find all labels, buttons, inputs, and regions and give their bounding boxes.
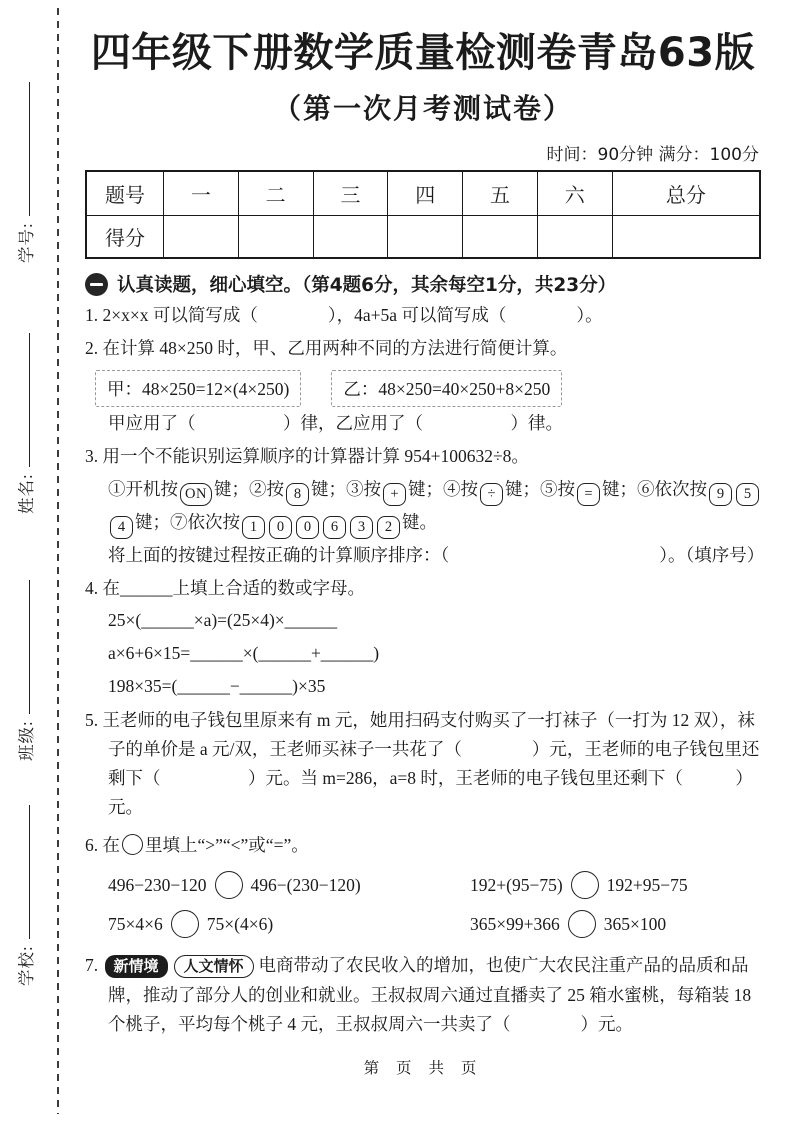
calc-key-0: 0 [269,516,292,539]
step-text: 键；③按 [310,479,381,499]
score-cell-empty [388,216,463,259]
question-4-formula-2: a×6+6×15=______×(______+______) [108,643,380,663]
step-text: 键。 [402,512,437,532]
question-5 [85,706,761,822]
question-3-order-line: 将上面的按键过程按正确的计算顺序排序：（ ）。（填序号） [108,545,765,565]
question-text: 在______上填上合适的数或字母。 [102,578,365,598]
step-text: 键；⑤按 [504,479,575,499]
sidebar-field-label: 班级: [17,720,36,761]
question-3 [85,442,761,471]
question-number: 4. [85,578,99,598]
question-4-formula-1: 25×(______×a)=(25×4)×______ [108,610,338,630]
badge-humanistic-care: 人文情怀 [174,955,254,978]
score-cell-empty [463,216,538,259]
section-one-header [85,271,761,297]
question-1 [85,301,761,330]
sidebar-field-student-id [13,82,37,263]
question-2 [85,334,761,363]
score-table-header-cell: 六 [537,171,612,216]
question-3-key-steps [85,473,761,539]
score-table-header-cell: 题号 [86,171,164,216]
sidebar-field-label: 姓名: [17,473,36,514]
question-text: 里填上“>”“<”或“=”。 [145,835,309,855]
question-number: 3. [85,446,99,466]
step-text: 键；②按 [213,479,284,499]
score-cell-empty [238,216,313,259]
student-info-sidebar [0,0,85,1122]
comparison-item [470,910,761,938]
question-4 [85,574,761,603]
question-number: 6. [85,835,99,855]
score-row-label: 得分 [86,216,164,259]
comparison-circle [568,910,596,938]
score-cell-empty [612,216,760,259]
question-number: 7. [85,955,99,975]
score-table-header-row [86,171,760,216]
calc-key-on: ON [180,483,212,506]
question-2-methods [95,370,761,407]
sidebar-blank-line [27,580,30,714]
section-one-icon [85,273,108,296]
calc-key-0: 0 [296,516,319,539]
comparison-circle-small [122,834,143,855]
score-table-header-cell: 一 [164,171,239,216]
question-4-formula-3: 198×35=(______−______)×35 [108,676,326,696]
sidebar-blank-line [27,82,30,216]
question-number: 2. [85,338,99,358]
expression-right: 365×100 [603,914,667,934]
sidebar-field-label: 学校: [17,945,36,986]
method-box-jia: 甲：48×250=12×(4×250) [95,370,301,407]
page-footer: 第 页 共 页 [363,1059,483,1077]
score-table-header-cell: 总分 [612,171,760,216]
page-subtitle: （第一次月考测试卷） [272,92,573,125]
step-text: 键；④按 [407,479,478,499]
question-text: 用一个不能识别运算顺序的计算器计算 954+100632÷8。 [102,446,529,466]
expression-left: 496−230−120 [108,875,207,895]
score-table [85,170,761,259]
question-text: 2×x×x 可以简写成（ ），4a+5a 可以简写成（ ）。 [102,305,603,325]
calc-key-equals: = [577,483,600,506]
question-7 [85,951,761,1039]
step-text: 键；⑦依次按 [135,512,240,532]
question-text: 在 [102,835,120,855]
calc-key-5: 5 [736,483,759,506]
score-cell-empty [537,216,612,259]
question-text: 电商带动了农民收入的增加，也使广大农民注重产品的品质和品牌，推动了部分人的创业和就业。王叔叔周六通过直播卖了 25 箱水蜜桃，每箱装 18 个桃子，平均每个桃子 4 元，王叔叔周六一共卖了（ ）元。 [108,955,752,1034]
question-number: 5. [85,710,99,730]
calc-key-6: 6 [323,516,346,539]
comparison-circle [215,871,243,899]
question-text: 在计算 48×250 时，甲、乙用两种不同的方法进行简便计算。 [102,338,568,358]
score-cell-empty [313,216,388,259]
badge-new-scenario: 新情境 [105,955,168,978]
calc-key-8: 8 [286,483,309,506]
page-title: 四年级下册数学质量检测卷青岛63版 [90,30,756,76]
expression-left: 365×99+366 [470,914,560,934]
expression-left: 75×4×6 [108,914,163,934]
expression-left: 192+(95−75) [470,875,563,895]
method-box-yi: 乙：48×250=40×250+8×250 [331,370,562,407]
sidebar-dashed-divider [57,8,59,1114]
sidebar-blank-line [27,333,30,467]
question-6-row-2 [85,910,761,938]
expression-right: 75×(4×6) [206,914,274,934]
calc-key-4: 4 [110,516,133,539]
sidebar-field-class [13,580,37,761]
section-one-title: 认真读题，细心填空。（第4题6分，其余每空1分，共23分） [117,275,617,296]
calc-key-divide: ÷ [480,483,503,506]
score-table-header-cell: 二 [238,171,313,216]
question-text: 王老师的电子钱包里原来有 m 元，她用扫码支付购买了一打袜子（一打为 12 双），袜子的单价是 a 元/双，王老师买袜子一共花了（ ）元，王老师的电子钱包里还剩下（ ）元。当 m=286，a=8 时，王老师的电子钱包里还剩下（ ）元。 [102,710,760,817]
question-number: 1. [85,305,99,325]
question-6-row-1 [85,871,761,899]
question-2-answer-line: 甲应用了（ ）律，乙应用了（ ）律。 [108,413,563,433]
score-cell-empty [164,216,239,259]
comparison-item [470,871,761,899]
comparison-item [108,910,470,938]
calc-key-1: 1 [242,516,265,539]
score-table-header-cell: 三 [313,171,388,216]
step-text: 键；⑥依次按 [601,479,707,499]
score-table-score-row [86,216,760,259]
score-table-header-cell: 五 [463,171,538,216]
comparison-circle [171,910,199,938]
comparison-circle [571,871,599,899]
sidebar-field-school [13,805,37,986]
score-table-header-cell: 四 [388,171,463,216]
sidebar-field-label: 学号: [17,222,36,263]
step-text: ①开机按 [108,479,178,499]
exam-meta: 时间：90分钟 满分：100分 [546,145,759,165]
calc-key-plus: + [383,483,406,506]
calc-key-2: 2 [377,516,400,539]
sidebar-blank-line [27,805,30,939]
calc-key-9: 9 [709,483,732,506]
exam-content [85,0,765,1078]
sidebar-field-name [13,333,37,514]
calc-key-3: 3 [350,516,373,539]
question-6 [85,831,761,860]
comparison-item [108,871,470,899]
expression-right: 496−(230−120) [250,875,361,895]
expression-right: 192+95−75 [606,875,688,895]
